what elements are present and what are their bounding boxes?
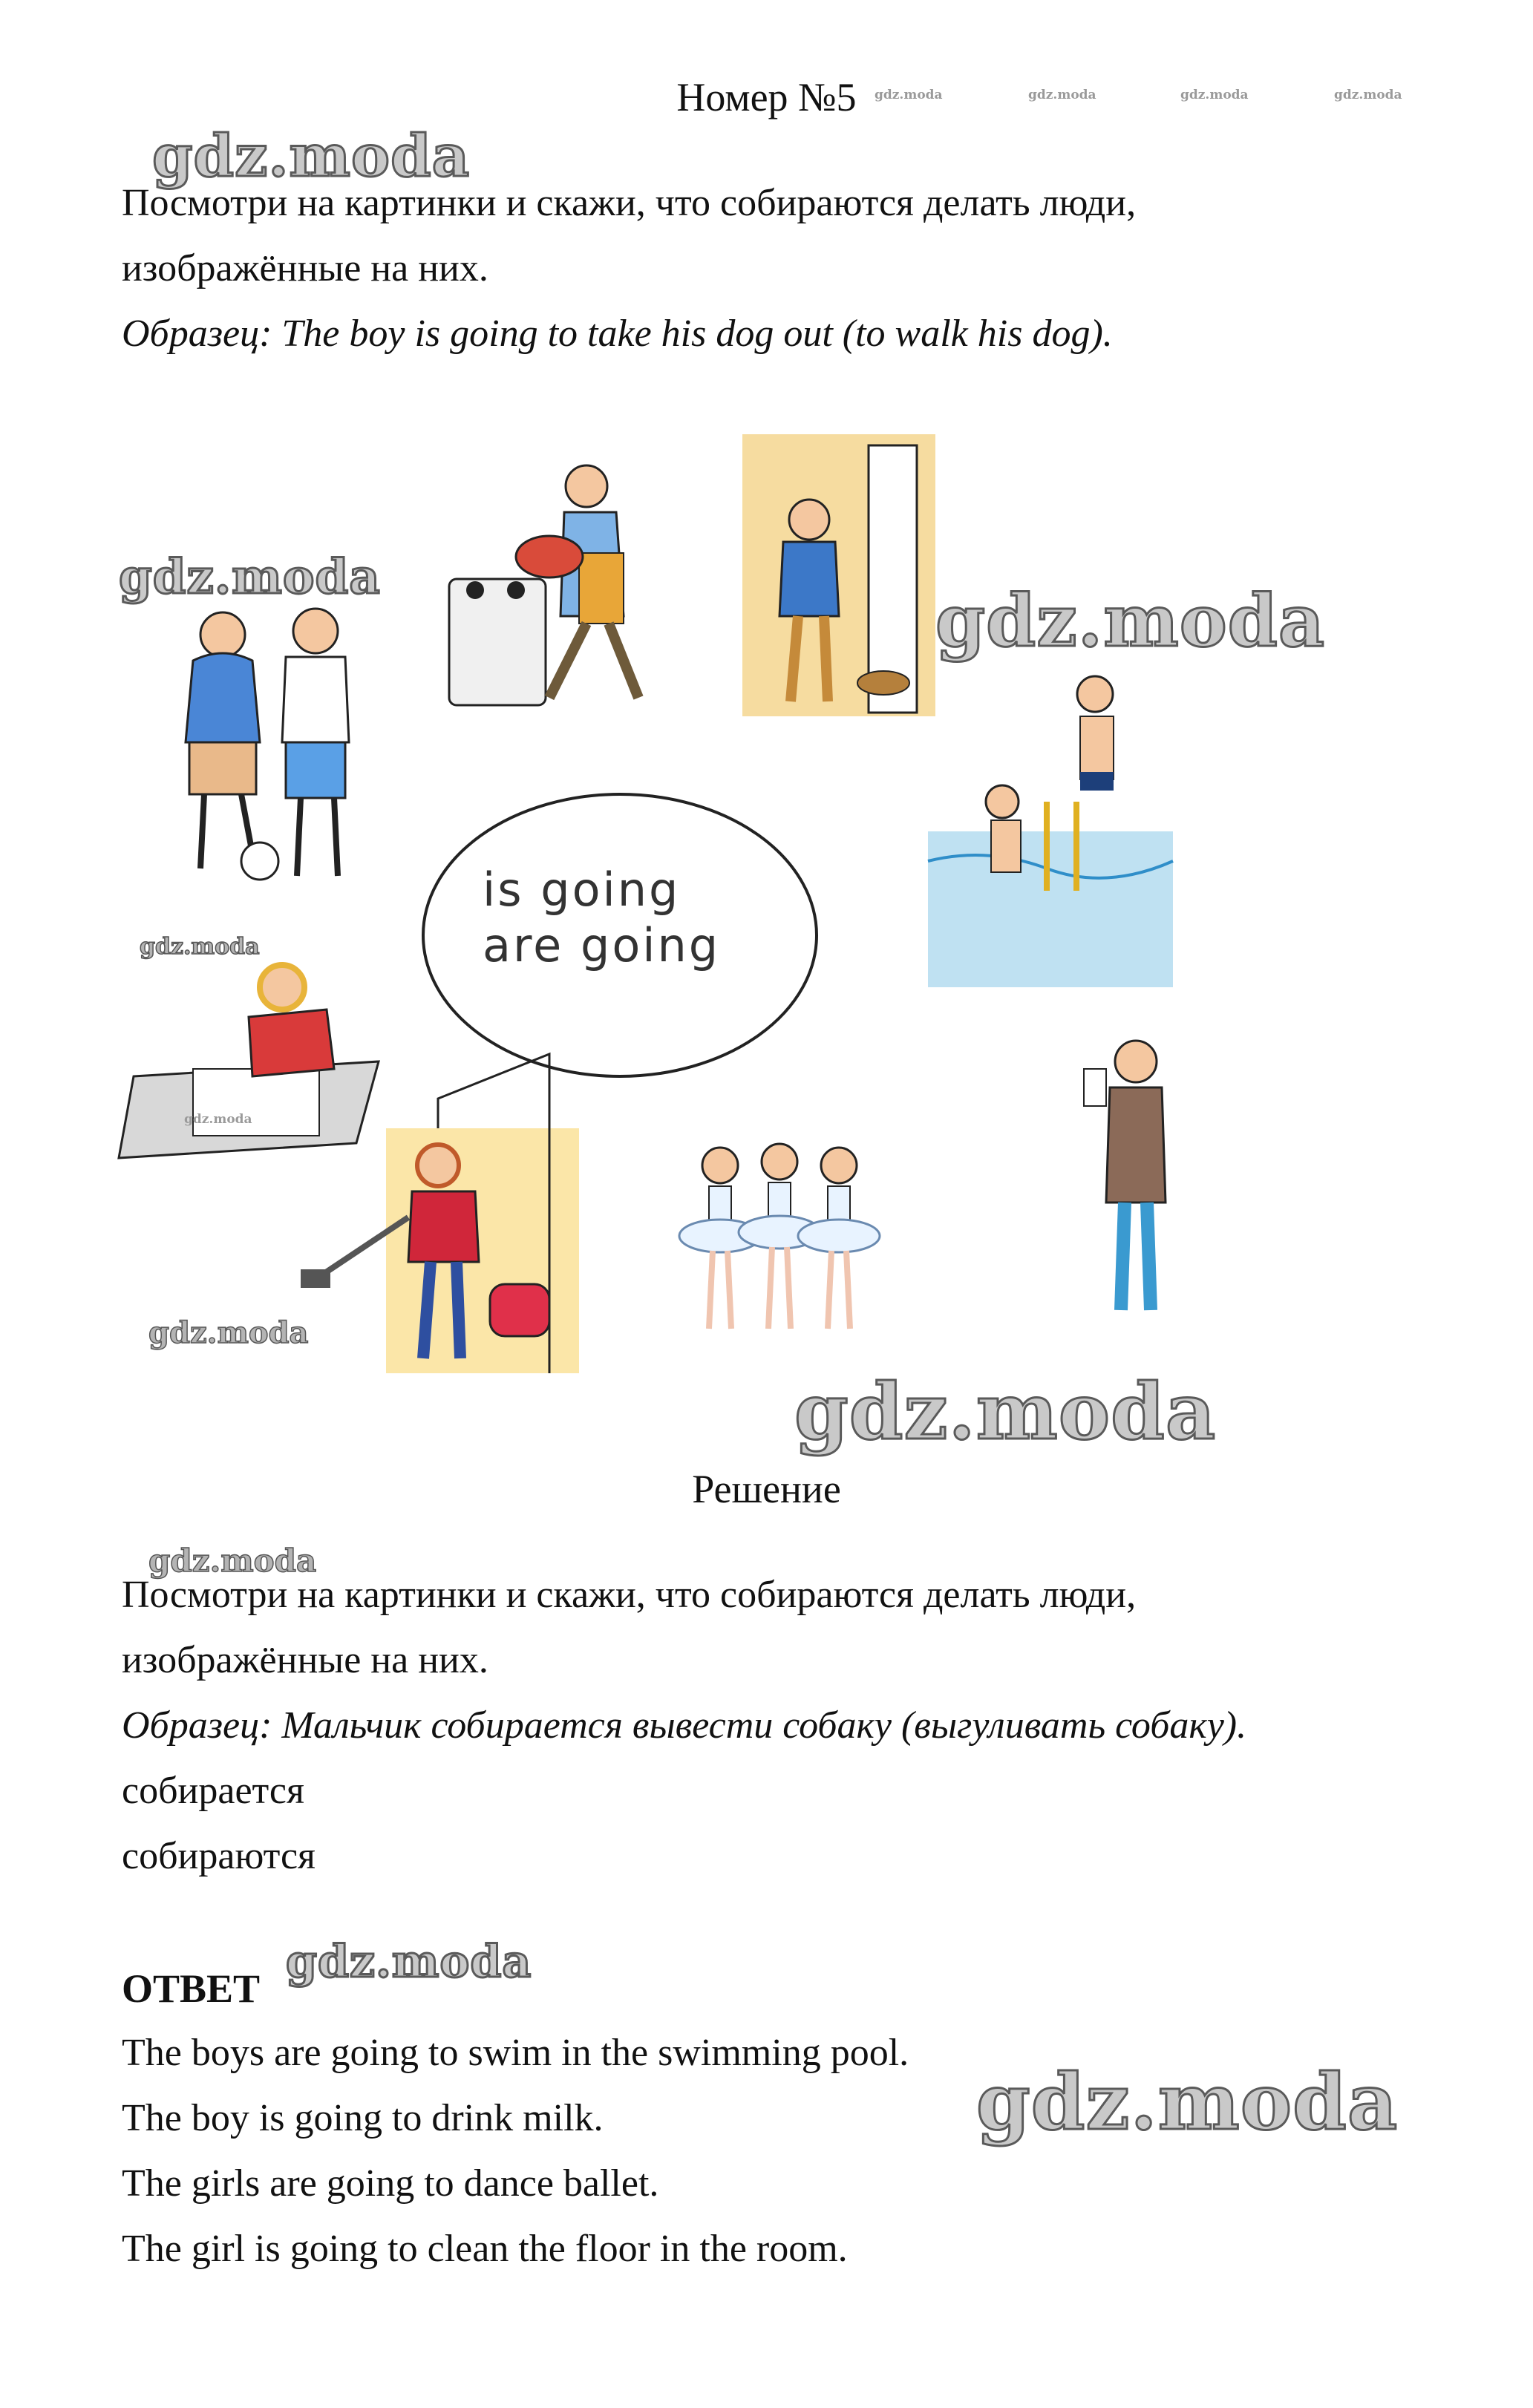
watermark-small-4: gdz.moda <box>1334 88 1402 102</box>
scene-girl-writing <box>119 965 379 1158</box>
scene-swimming-boys <box>928 676 1173 987</box>
watermark: gdz.moda <box>794 1366 1217 1457</box>
watermark: gdz.moda <box>976 2056 1399 2147</box>
page-title-text: Номер №5 <box>676 75 857 120</box>
watermark: gdz.moda <box>140 934 260 960</box>
watermark: gdz.moda <box>152 122 471 190</box>
answer-line-2: The boy is going to drink milk. <box>122 2097 604 2139</box>
scene-boy-milk <box>1084 1041 1166 1310</box>
watermark-small: gdz.moda <box>184 1112 252 1127</box>
task-line-1: Посмотри на картинки и скажи, что собираются делать люди, <box>122 182 1137 224</box>
scene-football-boys <box>186 609 349 880</box>
watermark: gdz.moda <box>148 1542 317 1579</box>
watermark: gdz.moda <box>286 1936 532 1988</box>
answer-heading: ОТВЕТ <box>122 1966 261 2011</box>
center-bubble <box>423 794 817 1076</box>
answer-line-1: The boys are going to swim in the swimming pool. <box>122 2032 909 2074</box>
watermark: gdz.moda <box>148 1315 309 1350</box>
answer-line-3: The girls are going to dance ballet. <box>122 2162 659 2205</box>
solution-line-1: Посмотри на картинки и скажи, что собираются делать люди, <box>122 1574 1137 1616</box>
scene-cooking-boy <box>449 465 638 705</box>
answer-line-4: The girl is going to clean the floor in the room. <box>122 2228 848 2270</box>
watermark-small-2: gdz.moda <box>1028 88 1096 102</box>
solution-heading: Решение <box>692 1467 841 1511</box>
solution-example: Образец: Мальчик собирается вывести собаку (выгуливать собаку). <box>122 1704 1247 1747</box>
solution-word-1: собирается <box>122 1770 304 1812</box>
page-title <box>0 74 1533 120</box>
task-line-2: изображённые на них. <box>122 247 488 289</box>
watermark: gdz.moda <box>119 549 381 605</box>
watermark-small-3: gdz.moda <box>1180 88 1249 102</box>
scene-ballet-girls <box>679 1144 880 1329</box>
solution-line-2: изображённые на них. <box>122 1639 488 1681</box>
task-example: Образец: The boy is going to take his dog out (to walk his dog). <box>122 313 1113 355</box>
watermark: gdz.moda <box>935 579 1326 663</box>
solution-word-2: собираются <box>122 1835 316 1877</box>
center-text-2: are going <box>483 918 721 972</box>
scene-boy-dog-door <box>742 434 935 716</box>
watermark-small-1: gdz.moda <box>875 88 943 102</box>
center-text-1: is going <box>483 863 681 917</box>
